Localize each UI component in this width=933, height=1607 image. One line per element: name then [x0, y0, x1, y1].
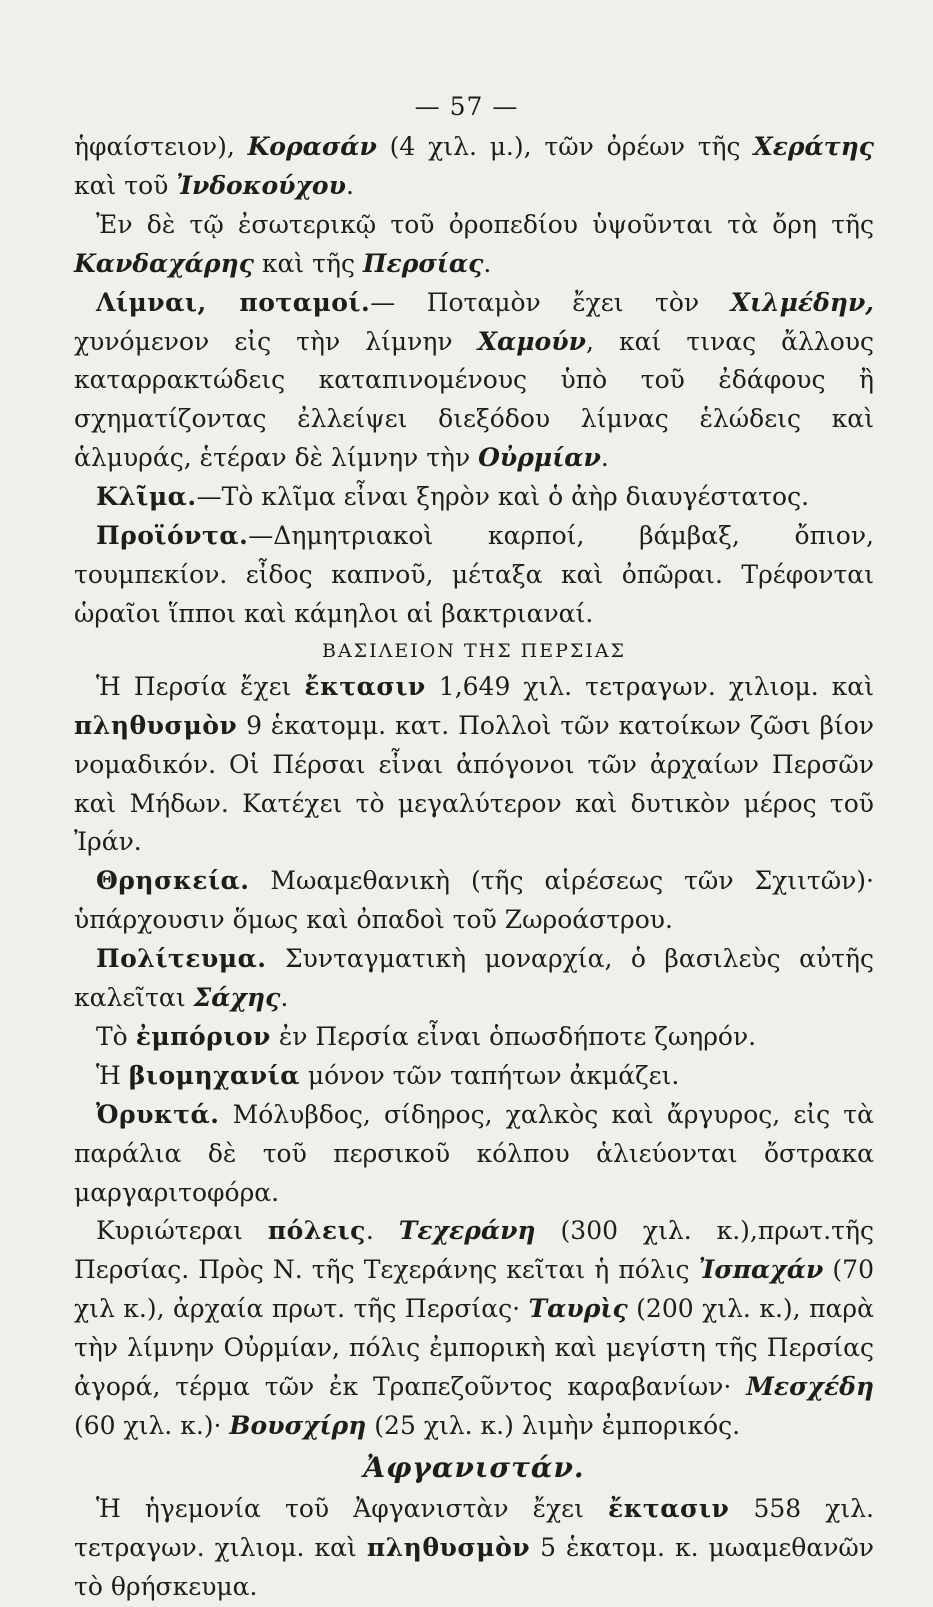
text: — Ποταμὸν ἔχει τὸν [370, 287, 731, 317]
text: Κυριώτεραι [96, 1216, 268, 1246]
section-title-persia: ΒΑΣΙΛΕΙΟΝ ΤΗΣ ΠΕΡΣΙΑΣ [322, 639, 626, 662]
text: Ἡ Περσία ἔχει [96, 671, 305, 701]
place-name: Χεράτης [753, 132, 874, 161]
paragraph-climate [74, 478, 874, 517]
keyword: πληθυσμὸν [366, 1532, 531, 1562]
text: χυνόμενον εἰς τὴν λίμνην [74, 326, 478, 356]
section-heading: Θρησκεία. [96, 866, 250, 896]
place-name: Οὐρμίαν [478, 443, 601, 473]
keyword: πληθυσμὸν [74, 710, 238, 740]
city-name: Βουσχίρη [229, 1411, 367, 1440]
text: . [483, 248, 492, 278]
text: Ἐν δὲ τῷ ἐσωτερικῷ τοῦ ὀροπεδίου ὑψοῦνται τὰ ὄρη τῆς [96, 209, 874, 239]
page-number: — 57 — [414, 92, 519, 121]
paragraph-minerals [74, 1096, 874, 1213]
text: . [280, 983, 289, 1013]
text: (4 χιλ. μ.), τῶν ὀρέων τῆς [376, 132, 754, 161]
section-heading: Προϊόντα. [96, 521, 249, 551]
text: —Τὸ κλῖμα εἶναι ξηρὸν καὶ ὁ ἀὴρ διαυγέστατος. [196, 482, 810, 512]
section-heading: Πολίτευμα. [96, 944, 267, 974]
page-body [74, 128, 874, 1607]
paragraph-afghanistan [74, 1490, 874, 1607]
paragraph-commerce [74, 1018, 874, 1057]
text: καὶ τοῦ [74, 170, 177, 200]
text: 558 χιλ. τετραγων. χιλιομ. καὶ [74, 1493, 874, 1562]
city-name: Ἰσπαχάν [698, 1255, 824, 1285]
text: (70 χιλ κ.), ἀρχαία πρωτ. τῆς Περσίας· [74, 1255, 874, 1324]
paragraph-industry [74, 1057, 874, 1096]
keyword: ἐμπόριον [135, 1021, 271, 1051]
paragraph-products [74, 517, 874, 634]
city-name: Ταυρὶς [528, 1294, 628, 1324]
text: Ἡ [96, 1060, 129, 1090]
section-title-afghanistan: Ἀφγανιστάν. [363, 1450, 585, 1484]
text: . [345, 170, 354, 200]
keyword: πόλεις [267, 1216, 366, 1246]
keyword: ἔκτασιν [608, 1493, 730, 1523]
keyword: βιομηχανία [128, 1060, 300, 1090]
section-heading: Λίμναι, ποταμοί. [96, 287, 371, 317]
place-name: Περσίας [362, 248, 484, 278]
place-name: Κορασάν [247, 132, 377, 161]
text: 9 ἑκατομμ. κατ. Πολλοὶ τῶν κατοίκων ζῶσι βίον νομαδικόν. Οἱ Πέρσαι εἶναι ἀπόγονοι τῶν ἀρχαίων Περσῶν καὶ Μήδων. Κατέχει τὸ μεγαλύτερον καὶ δυτικὸν μέρος τοῦ Ἰράν. [74, 710, 874, 857]
place-name: Χιλμέδην, [730, 287, 874, 317]
section-heading: Ὀρυκτά. [96, 1099, 220, 1129]
city-name: Μεσχέδη [746, 1372, 874, 1402]
city-name: Τεχεράνη [398, 1216, 536, 1246]
paragraph-government [74, 940, 874, 1018]
text: Συνταγματικὴ μοναρχία, ὁ βασιλεὺς αὐτῆς καλεῖται [74, 944, 874, 1013]
paragraph-lakes-rivers [74, 284, 874, 479]
text: —Δημητριακοὶ καρποί, βάμβαξ, ὄπιον, τουμπεκίον. εἶδος καπνοῦ, μέταξα καὶ ὀπῶραι. Τρέφονται ὡραῖοι ἵπποι καὶ κάμηλοι αἱ βακτριαναί. [74, 521, 874, 628]
text: (200 χιλ. κ.), παρὰ τὴν λίμνην Οὐρμίαν, πόλις ἐμπορικὴ καὶ μεγίστη τῆς Περσίας ἀγορά, τέρμα τῶν ἐκ Τραπεζοῦντος καραβανίων· [74, 1294, 874, 1402]
title-name: Σάχης [193, 983, 281, 1013]
text: Μωαμεθανικὴ (τῆς αἱρέσεως τῶν Σχιιτῶν)· ὑπάρχουσιν ὅμως καὶ ὀπαδοὶ τοῦ Ζωροάστρου. [74, 866, 874, 935]
text: Μόλυβδος, σίδηρος, χαλκὸς καὶ ἄργυρος, εἰς τὰ παράλια δὲ τοῦ περσικοῦ κόλπου ἁλιεύονται ὄστρακα μαργαριτοφόρα. [74, 1099, 874, 1207]
text: ἐν Περσία εἶναι ὁπωσδήποτε ζωηρόν. [270, 1021, 757, 1051]
text: καὶ τῆς [253, 248, 363, 278]
paragraph-cities [74, 1212, 874, 1445]
place-name: Κανδαχάρης [74, 248, 254, 278]
paragraph-religion [74, 862, 874, 940]
text: μόνον τῶν ταπήτων ἀκμάζει. [299, 1060, 680, 1090]
place-name: Χαμούν [477, 326, 586, 356]
text: 5 ἑκατομ. κ. μωαμεθανῶν τὸ θρήσκευμα. [74, 1532, 874, 1601]
paragraph-persia-area [74, 668, 874, 863]
section-heading: Κλῖμα. [96, 482, 197, 512]
keyword: ἔκτασιν [304, 671, 426, 701]
text: (25 χιλ. κ.) λιμὴν ἐμπορικός. [366, 1411, 741, 1440]
paragraph-mountains-cont [74, 128, 874, 206]
paragraph-plateau [74, 206, 874, 284]
text: ἡφαίστειον), [74, 132, 248, 161]
text: Ἡ ἡγεμονία τοῦ Ἀφγανιστὰν ἔχει [96, 1493, 608, 1523]
text: . [600, 443, 609, 473]
place-name: Ἰνδοκούχου [176, 170, 346, 200]
text: (60 χιλ. κ.)· [74, 1411, 230, 1440]
text: 1,649 χιλ. τετραγων. χιλιομ. καὶ [425, 671, 874, 701]
text: Τὸ [96, 1021, 136, 1051]
text: . [365, 1216, 399, 1246]
text: , καί τινας ἄλλους καταρρακτώδεις καταπινομένους ὑπὸ τοῦ ἐδάφους ἢ σχηματίζοντας ἐλλείψει διεξόδου λίμνας ἑλώδεις καὶ ἁλμυράς, ἑτέραν δὲ λίμνην τὴν [74, 326, 874, 473]
text: (300 χιλ. κ.),πρωτ.τῆς Περσίας. Πρὸς Ν. τῆς Τεχεράνης κεῖται ἡ πόλις [74, 1216, 874, 1285]
